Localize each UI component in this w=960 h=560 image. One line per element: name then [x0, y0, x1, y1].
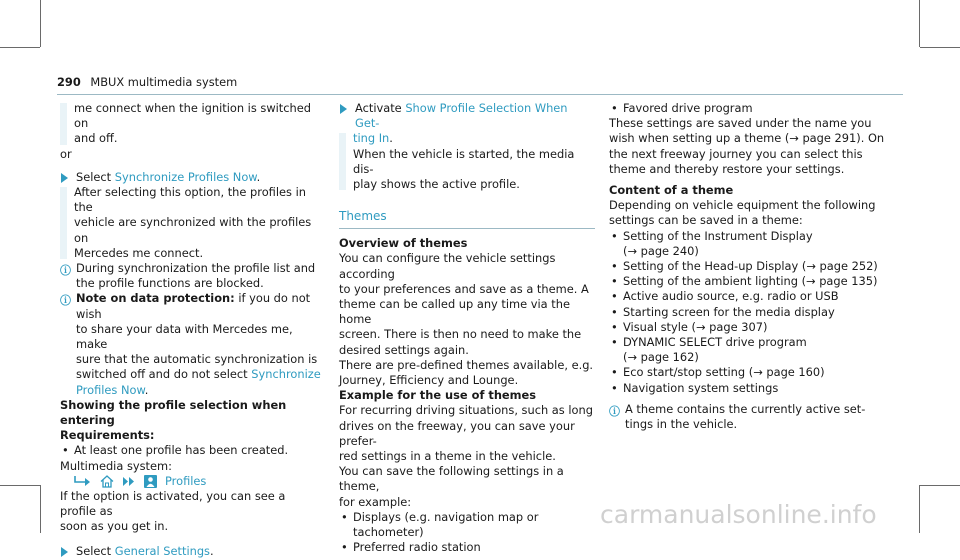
crop-mark — [0, 47, 40, 48]
column-left — [60, 101, 322, 560]
list-item — [339, 510, 595, 540]
show-profile-selection-link[interactable]: Show Profile Selection When Get- — [355, 101, 568, 131]
text: switched off and do not select — [76, 367, 248, 382]
list-item — [609, 229, 901, 259]
text-line: When the vehicle is started, the media dis- — [353, 146, 575, 176]
page-header — [57, 75, 237, 89]
person-icon — [144, 475, 157, 488]
text-line: tings in the vehicle. — [625, 417, 738, 432]
general-settings-link[interactable]: General Settings — [114, 544, 210, 559]
list-item — [609, 259, 901, 274]
profiles-menu-item[interactable]: Profiles — [165, 473, 207, 488]
menu-path — [60, 474, 322, 489]
text-line: If the option is activated, you can see a profile as — [60, 488, 286, 519]
step-activate-cont — [339, 131, 595, 192]
note-data-protection — [60, 291, 322, 397]
crop-mark — [40, 0, 41, 47]
double-chevron-icon — [122, 476, 136, 487]
bullet-icon: • — [611, 365, 618, 380]
list-item — [609, 101, 901, 116]
text-line: DYNAMIC SELECT drive program — [623, 335, 807, 350]
text-line: me connect when the ignition is switched on — [74, 101, 311, 131]
crop-mark — [0, 485, 40, 486]
text-line: wish when setting up a theme (→ page 291). On — [609, 131, 885, 146]
bullet-icon: • — [611, 335, 618, 350]
text-line: Favored drive program — [623, 101, 753, 115]
list-item — [609, 289, 901, 304]
text-line: to share your data with Mercedes me, make — [76, 321, 293, 352]
header-rule — [57, 94, 903, 95]
text-line: the profile functions are blocked. — [76, 276, 264, 291]
bullet-icon: • — [611, 319, 618, 334]
column-right — [609, 101, 901, 432]
text-line: and off. — [74, 131, 118, 146]
text-line: At least one profile has been created. — [74, 443, 289, 458]
text: . — [210, 544, 214, 559]
info-icon: ⓘ — [60, 294, 71, 308]
column-middle — [339, 101, 595, 555]
text-line: Displays (e.g. navigation map or tachometer) — [353, 509, 539, 540]
crop-mark — [920, 485, 960, 486]
text: . — [389, 131, 393, 146]
text-line: Active audio source, e.g. radio or USB — [623, 289, 839, 304]
bullet-icon: • — [611, 380, 618, 395]
synchronize-link[interactable]: Synchronize — [251, 367, 321, 382]
text-line: Mercedes me connect. — [74, 245, 204, 260]
or-text: or — [60, 146, 72, 161]
section-title-themes: Themes — [339, 209, 387, 224]
step-activate — [339, 101, 595, 131]
multimedia-label: Multimedia system: — [60, 458, 172, 473]
list-item — [339, 540, 595, 555]
text-line: Preferred radio station — [353, 540, 481, 555]
text: . — [144, 382, 149, 397]
triangle-step-icon — [340, 104, 347, 114]
continued-step-text — [60, 101, 322, 147]
bullet-icon: • — [341, 540, 348, 555]
list-item — [609, 274, 901, 289]
text-line: Starting screen for the media display — [623, 304, 835, 319]
bullet-icon: • — [341, 509, 348, 524]
text-line: A theme contains the currently active set- — [625, 401, 866, 416]
text: Select — [76, 544, 112, 559]
text: if you do not wish — [76, 291, 311, 321]
path-arrow-icon — [74, 475, 92, 487]
watermark: carmanualsonline.info — [600, 500, 877, 529]
text-line: to your preferences and save as a theme. A — [339, 281, 589, 296]
text-line: drives on the freeway, you can save your prefer- — [339, 418, 575, 448]
text-line: Navigation system settings — [623, 380, 779, 395]
step-result — [60, 185, 322, 261]
crop-mark — [920, 47, 960, 48]
text: Select — [76, 169, 112, 184]
show-profile-selection-link-cont[interactable]: ting In — [353, 131, 390, 146]
text-line: red settings in a theme in the vehicle. — [339, 449, 556, 464]
bullet-icon: • — [62, 443, 69, 458]
list-item — [609, 381, 901, 396]
requirements-label: Requirements: — [60, 428, 155, 443]
crop-mark — [40, 485, 41, 533]
triangle-step-icon — [61, 173, 68, 183]
text-line: After selecting this option, the profiles in the — [74, 185, 306, 215]
content-heading: Content of a theme — [609, 183, 734, 198]
text-line: desired settings again. — [339, 342, 469, 357]
profiles-now-link[interactable]: Profiles Now — [76, 382, 145, 397]
text-line: These settings are saved under the name you — [609, 116, 872, 131]
text-line: Journey, Efficiency and Lounge. — [339, 373, 519, 388]
text-line: For recurring driving situations, such as long — [339, 403, 593, 418]
text-line: the next freeway journey you can select this — [609, 146, 863, 161]
bullet-icon: • — [611, 101, 618, 115]
bullet-icon: • — [611, 228, 618, 243]
text-line: settings can be saved in a theme: — [609, 213, 803, 228]
text-line: You can save the following settings in a theme, — [339, 464, 564, 494]
crop-mark — [919, 0, 920, 47]
page-reference: (→ page 162) — [623, 350, 699, 365]
page-reference: (→ page 240) — [623, 243, 699, 258]
synchronize-profiles-now-link[interactable]: Synchronize Profiles Now — [114, 169, 257, 184]
text-line: sure that the automatic synchronization is — [76, 352, 318, 367]
text: Activate — [355, 101, 402, 115]
page-number: 290 — [57, 75, 81, 89]
list-item — [609, 335, 901, 365]
text-line: Setting of the Head-up Display (→ page 252) — [623, 259, 878, 274]
note-sync — [60, 261, 322, 291]
bullet-icon: • — [611, 304, 618, 319]
text-line: During synchronization the profile list and — [76, 261, 316, 276]
text-line: Eco start/stop setting (→ page 160) — [623, 365, 825, 380]
text: . — [256, 169, 261, 184]
subheading: Showing the profile selection when entering — [60, 397, 287, 428]
text-line: Setting of the ambient lighting (→ page 135) — [623, 274, 878, 289]
text-line: Visual style (→ page 307) — [623, 319, 768, 334]
bullet-icon: • — [611, 274, 618, 289]
home-icon[interactable] — [100, 475, 114, 488]
requirement-bullet — [60, 443, 322, 458]
text-line: vehicle are synchronized with the profiles on — [74, 215, 312, 245]
text-line: You can configure the vehicle settings according — [339, 251, 556, 281]
example-heading: Example for the use of themes — [339, 388, 537, 403]
text-line: Depending on vehicle equipment the following — [609, 198, 876, 213]
list-item — [609, 320, 901, 335]
info-icon: ⓘ — [60, 264, 71, 278]
step-general-settings — [60, 544, 322, 559]
bullet-icon: • — [611, 259, 618, 274]
text-line: Setting of the Instrument Display — [623, 228, 813, 243]
text-line: play shows the active profile. — [353, 177, 520, 192]
bullet-icon: • — [611, 289, 618, 304]
step-synchronize — [60, 170, 322, 185]
text-line: screen. There is then no need to make the — [339, 327, 582, 342]
overview-heading: Overview of themes — [339, 236, 468, 251]
list-item — [609, 305, 901, 320]
list-item — [609, 365, 901, 380]
text-line: theme and thereby restore your settings. — [609, 161, 845, 176]
page-header-title: MBUX multimedia system — [90, 75, 238, 89]
triangle-step-icon — [61, 547, 68, 557]
text: Note on data protection: — [76, 291, 235, 306]
text-line: There are pre-defined themes available, e.g. — [339, 357, 594, 372]
text-line: soon as you get in. — [60, 519, 169, 534]
info-icon: ⓘ — [609, 404, 620, 418]
section-rule — [339, 228, 595, 229]
text-line: theme can be called up any time via the home — [339, 297, 570, 327]
note-theme — [609, 402, 901, 432]
text-line: for example: — [339, 494, 412, 509]
